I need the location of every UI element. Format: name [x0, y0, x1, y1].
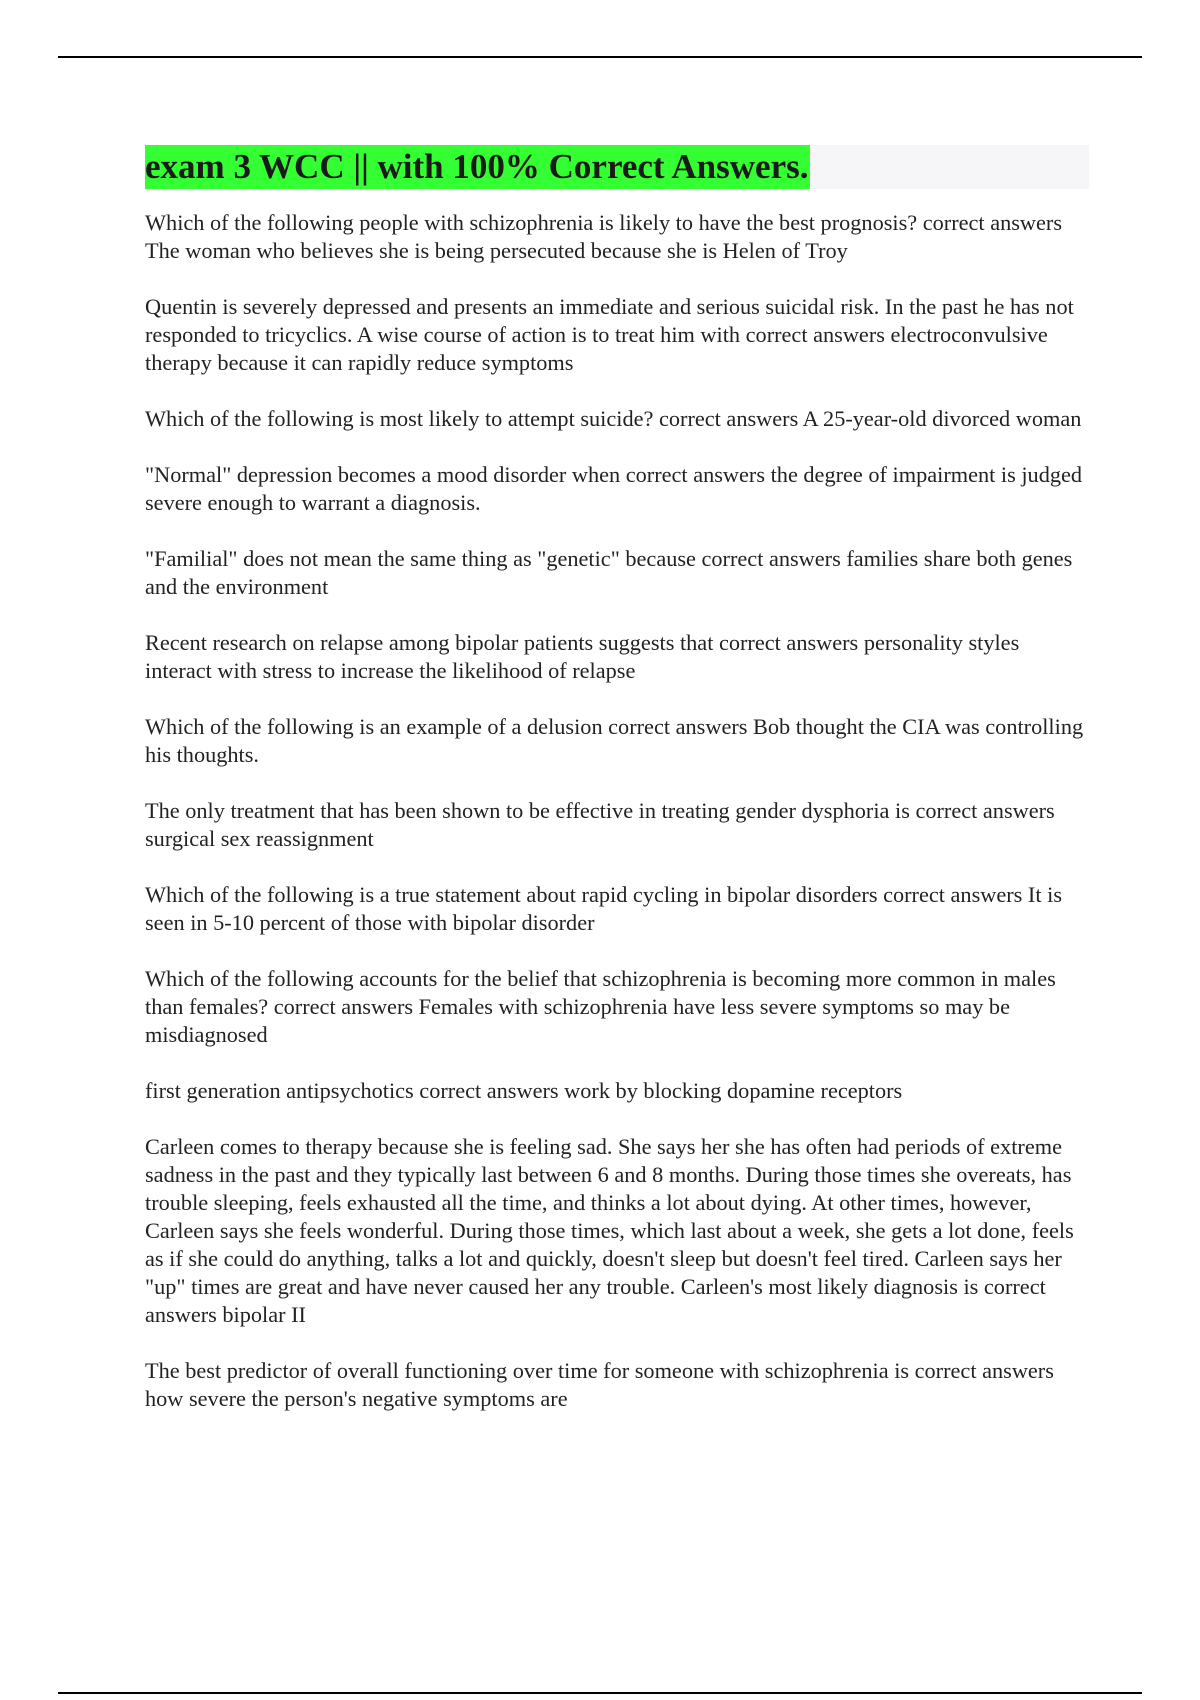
qa-item: Quentin is severely depressed and presents an immediate and serious suicidal risk. In the past he has not responded to tricyclics. A wise course of action is to treat him with correct answers electroconvulsive therapy because it can rapidly reduce symptoms — [145, 294, 1074, 375]
qa-item: The only treatment that has been shown to be effective in treating gender dysphoria is correct answers surgical sex reassignment — [145, 798, 1055, 851]
qa-item: The best predictor of overall functioning over time for someone with schizophrenia is correct answers how severe the person's negative symptoms are — [145, 1358, 1054, 1411]
qa-item: Which of the following people with schizophrenia is likely to have the best prognosis? correct answers The woman who believes she is being persecuted because she is Helen of Troy — [145, 210, 1063, 263]
qa-item: "Normal" depression becomes a mood disorder when correct answers the degree of impairment is judged severe enough to warrant a diagnosis. — [145, 462, 1083, 515]
qa-item: Carleen comes to therapy because she is feeling sad. She says her she has often had periods of extreme sadness in the past and they typically last between 6 and 8 months. During those times she overeats, has trouble sleeping, feels exhausted all the time, and thinks a lot about dying. At other times, however, Carleen says she feels wonderful. During those times, which last about a week, she gets a lot done, feels as if she could do anything, talks a lot and quickly, doesn't sleep but doesn't feel tired. Carleen says her "up" times are great and have never caused her any trouble. Carleen's most likely diagnosis is correct answers bipolar II — [145, 1134, 1074, 1327]
document-title: exam 3 WCC || with 100% Correct Answers. — [145, 145, 810, 189]
qa-item: first generation antipsychotics correct answers work by blocking dopamine receptors — [145, 1078, 903, 1103]
qa-list — [145, 209, 1089, 1413]
qa-item: Which of the following is a true statement about rapid cycling in bipolar disorders correct answers It is seen in 5-10 percent of those with bipolar disorder — [145, 882, 1063, 935]
qa-item: Which of the following is most likely to attempt suicide? correct answers A 25-year-old divorced woman — [145, 406, 1082, 431]
page-bottom-rule — [58, 1692, 1142, 1694]
qa-item: "Familial" does not mean the same thing as "genetic" because correct answers families share both genes and the environment — [145, 546, 1073, 599]
title-bar — [145, 145, 1089, 189]
qa-item: Recent research on relapse among bipolar patients suggests that correct answers personality styles interact with stress to increase the likelihood of relapse — [145, 630, 1020, 683]
page-top-rule — [58, 56, 1142, 58]
document-body — [145, 145, 1089, 1441]
qa-item: Which of the following accounts for the belief that schizophrenia is becoming more common in males than females? correct answers Females with schizophrenia have less severe symptoms so may be misdiagnosed — [145, 966, 1056, 1047]
qa-item: Which of the following is an example of a delusion correct answers Bob thought the CIA was controlling his thoughts. — [145, 714, 1084, 767]
